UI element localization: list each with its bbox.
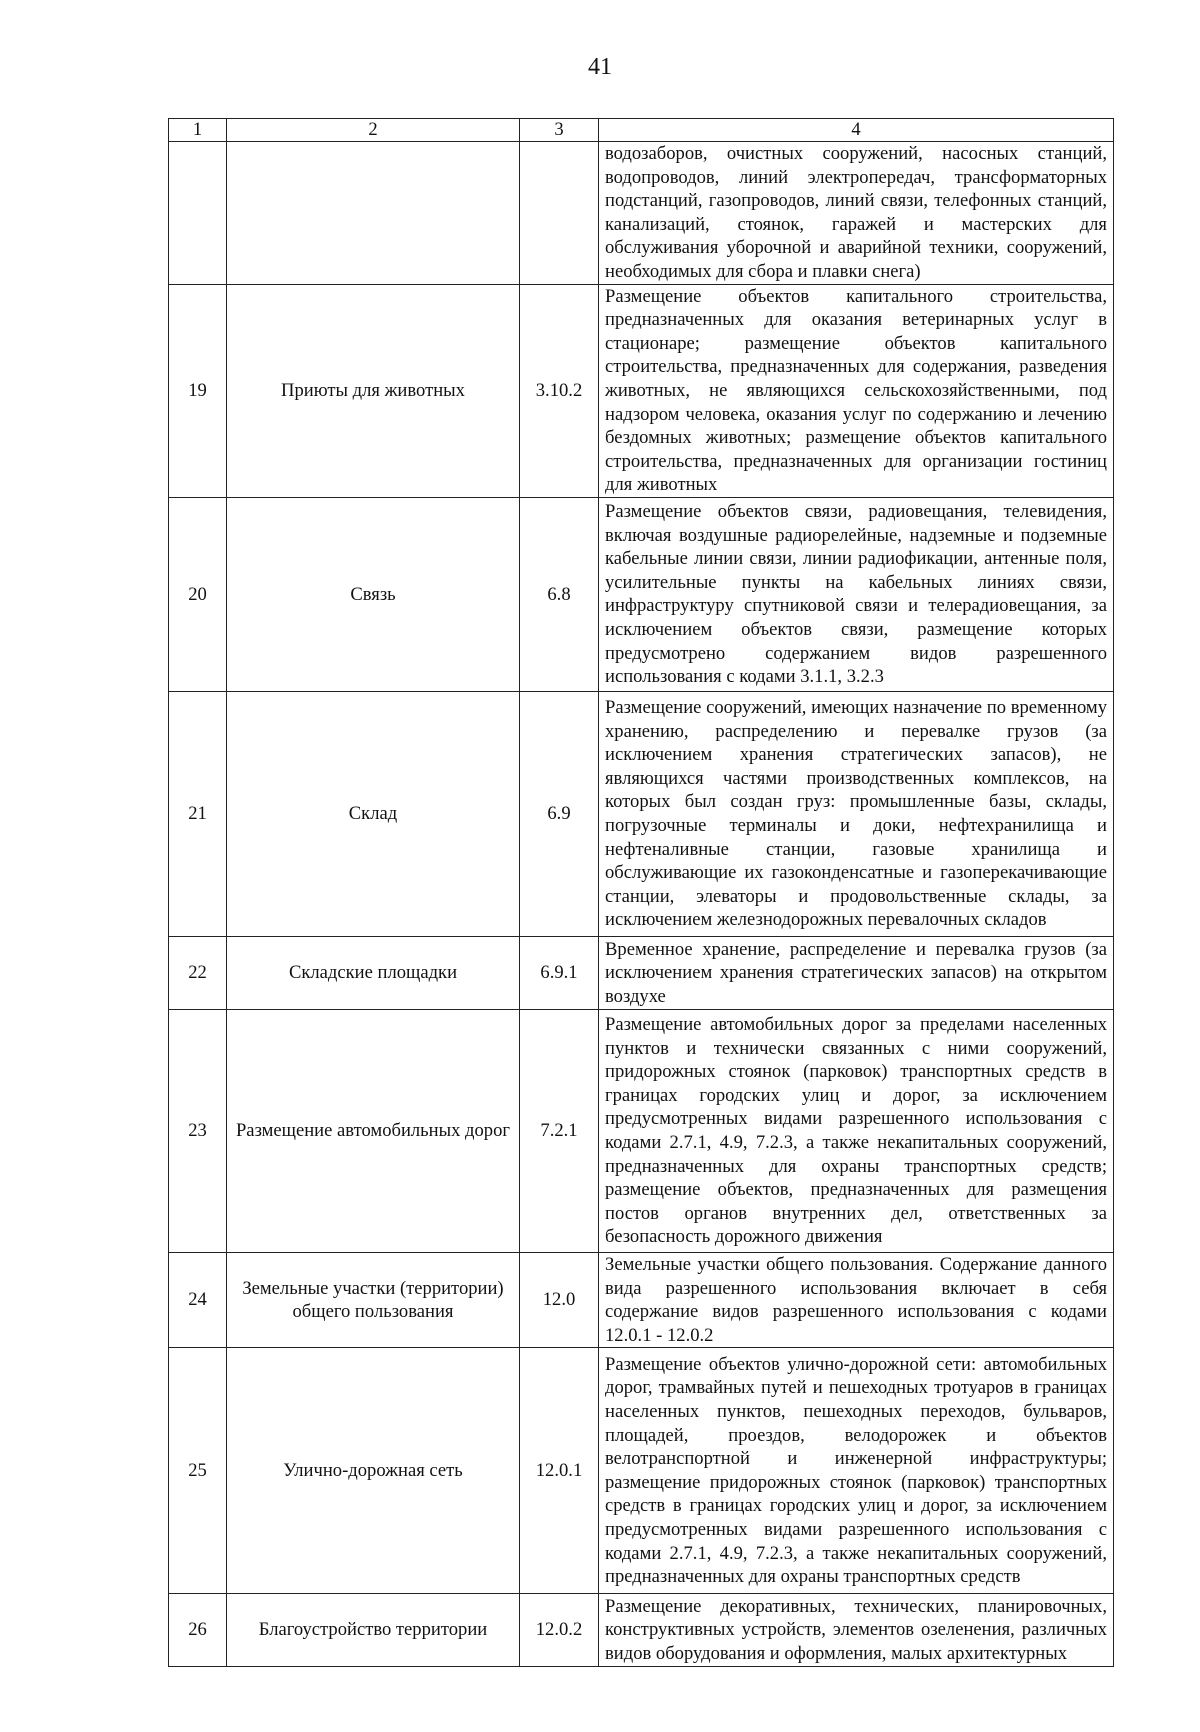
row-code: 3.10.2 [520, 284, 599, 497]
header-row [169, 119, 1114, 142]
row-code: 12.0.1 [520, 1348, 599, 1594]
row-name: Улично-дорожная сеть [227, 1348, 520, 1594]
column-header-4: 4 [599, 119, 1114, 142]
row-number: 23 [169, 1009, 227, 1252]
row-number: 21 [169, 691, 227, 936]
row-code: 12.0.2 [520, 1594, 599, 1667]
row-description: Размещение объектов капитального строительства, предназначенных для оказания ветеринарных услуг в стационаре; размещение объектов капитального строительства, предназначенных для содержания, разведения животных, не являющихся сельскохозяйственными, под надзором человека, оказания услуг по содержанию и лечению бездомных животных; размещение объектов капитального строительства, предназначенных для организации гостиниц для животных [599, 284, 1114, 497]
row-name: Склад [227, 691, 520, 936]
row-name: Земельные участки (территории) общего пользования [227, 1252, 520, 1347]
page-number: 41 [588, 54, 612, 80]
row-description: Размещение объектов улично-дорожной сети: автомобильных дорог, трамвайных путей и пешеходных тротуаров в границах населенных пунктов, пешеходных переходов, бульваров, площадей, проездов, велодорожек и объектов велотранспортной и инженерной инфраструктуры; размещение придорожных стоянок (парковок) транспортных средств в границах городских улиц и дорог, за исключением предусмотренных видами разрешенного использования с кодами 2.7.1, 4.9, 7.2.3, а также некапитальных сооружений, предназначенных для охраны транспортных средств [599, 1348, 1114, 1594]
column-header-3: 3 [520, 119, 599, 142]
row-description: Размещение декоративных, технических, планировочных, конструктивных устройств, элементов озеленения, различных видов оборудования и оформления, малых архитектурных [599, 1594, 1114, 1667]
table-row [169, 1252, 1114, 1347]
row-number: 19 [169, 284, 227, 497]
row-number: 24 [169, 1252, 227, 1347]
row-description: Земельные участки общего пользования. Содержание данного вида разрешенного использования включает в себя содержание видов разрешенного использования с кодами 12.0.1 - 12.0.2 [599, 1252, 1114, 1347]
row-name: Связь [227, 497, 520, 691]
row-number: 22 [169, 936, 227, 1009]
table-row [169, 284, 1114, 497]
row-code: 12.0 [520, 1252, 599, 1347]
table-row [169, 1594, 1114, 1667]
row-description: Размещение автомобильных дорог за пределами населенных пунктов и технически связанных с ними сооружений, придорожных стоянок (парковок) транспортных средств в границах городских улиц и дорог, за исключением предусмотренных видами разрешенного использования с кодами 2.7.1, 4.9, 7.2.3, а также некапитальных сооружений, предназначенных для охраны транспортных средств; размещение объектов, предназначенных для размещения постов органов внутренних дел, ответственных за безопасность дорожного движения [599, 1009, 1114, 1252]
row-number: 25 [169, 1348, 227, 1594]
row-number: 20 [169, 497, 227, 691]
row-description: Размещение сооружений, имеющих назначение по временному хранению, распределению и перевалке грузов (за исключением хранения стратегических запасов), не являющихся частями производственных комплексов, на которых был создан груз: промышленные базы, склады, погрузочные терминалы и доки, нефтехранилища и нефтеналивные станции, газовые хранилища и обслуживающие их газоконденсатные и газоперекачивающие станции, элеваторы и продовольственные склады, за исключением железнодорожных перевалочных складов [599, 691, 1114, 936]
row-number: 26 [169, 1594, 227, 1667]
table-row [169, 1348, 1114, 1594]
table-row [169, 497, 1114, 691]
row-name: Размещение автомобильных дорог [227, 1009, 520, 1252]
land-use-table [168, 118, 1114, 1667]
table-row [169, 691, 1114, 936]
table-row [169, 142, 1114, 285]
row-code: 6.9.1 [520, 936, 599, 1009]
row-name: Благоустройство территории [227, 1594, 520, 1667]
row-code: 6.8 [520, 497, 599, 691]
row-description: Временное хранение, распределение и перевалка грузов (за исключением хранения стратегических запасов) на открытом воздухе [599, 936, 1114, 1009]
row-code: 6.9 [520, 691, 599, 936]
row-name [227, 142, 520, 285]
row-number [169, 142, 227, 285]
row-name: Складские площадки [227, 936, 520, 1009]
row-name: Приюты для животных [227, 284, 520, 497]
row-description: Размещение объектов связи, радиовещания, телевидения, включая воздушные радиорелейные, надземные и подземные кабельные линии связи, линии радиофикации, антенные поля, усилительные пункты на кабельных линиях связи, инфраструктуру спутниковой связи и телерадиовещания, за исключением объектов связи, размещение которых предусмотрено содержанием видов разрешенного использования с кодами 3.1.1, 3.2.3 [599, 497, 1114, 691]
row-description: водозаборов, очистных сооружений, насосных станций, водопроводов, линий электропередач, трансформаторных подстанций, газопроводов, линий связи, телефонных станций, канализаций, стоянок, гаражей и мастерских для обслуживания уборочной и аварийной техники, сооружений, необходимых для сбора и плавки снега) [599, 142, 1114, 285]
column-header-2: 2 [227, 119, 520, 142]
column-header-1: 1 [169, 119, 227, 142]
row-code [520, 142, 599, 285]
table-row [169, 936, 1114, 1009]
table-row [169, 1009, 1114, 1252]
row-code: 7.2.1 [520, 1009, 599, 1252]
